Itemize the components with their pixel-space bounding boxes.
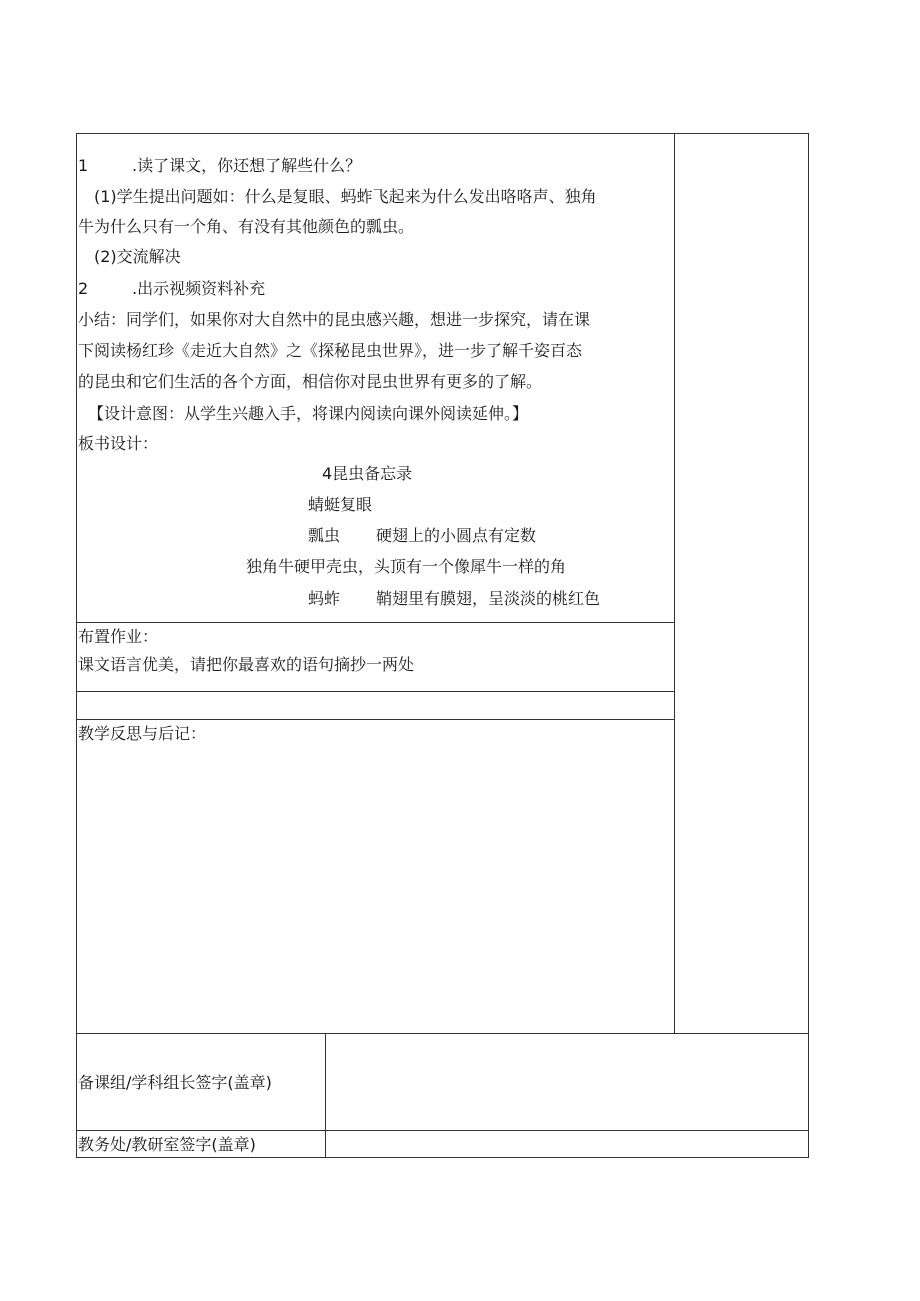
homework-label: 布置作业：: [78, 627, 159, 646]
group-leader-signature-label: 备课组/学科组长签字(盖章): [78, 1073, 272, 1092]
question-2-number: 2: [78, 279, 89, 298]
office-signature-label: 教务处/教研室签字(盖章): [78, 1135, 256, 1154]
board-row-ladybug-name: 瓢虫: [308, 526, 341, 545]
row-divider-blank-top: [76, 691, 675, 692]
signature-column-divider: [325, 1033, 326, 1158]
board-row-beetle: 独角牛硬甲壳虫，头顶有一个像犀牛一样的角: [246, 557, 567, 576]
board-title: 4昆虫备忘录: [322, 464, 413, 483]
row-divider-signatures: [76, 1033, 809, 1034]
row-divider-office: [76, 1130, 809, 1131]
question-1-text: .读了课文，你还想了解些什么？: [132, 156, 362, 175]
board-row-grasshopper-desc: 鞘翅里有膜翅，呈淡淡的桃红色: [376, 589, 601, 608]
board-design-label: 板书设计：: [78, 434, 159, 453]
question-1: [78, 156, 361, 176]
question-1-number: 1: [78, 156, 89, 175]
board-row-grasshopper-name: 蚂蚱: [308, 589, 341, 608]
homework-text: 课文语言优美，请把你最喜欢的语句摘抄一两处: [78, 655, 415, 674]
column-divider: [674, 133, 675, 1034]
design-intent: 【设计意图：从学生兴趣入手，将课内阅读向课外阅读延伸。】: [88, 404, 529, 423]
answer-1-line-1: (1)学生提出问题如：什么是复眼、蚂蚱飞起来为什么发出咯咯声、独角: [94, 187, 597, 206]
question-2-text: .出示视频资料补充: [132, 279, 266, 298]
row-divider-homework: [76, 622, 675, 623]
summary-line-3: 的昆虫和它们生活的各个方面，相信你对昆虫世界有更多的了解。: [78, 372, 543, 391]
question-2: [78, 279, 265, 299]
reflection-label: 教学反思与后记：: [78, 724, 207, 743]
answer-2: (2)交流解决: [94, 247, 181, 266]
summary-line-1: 小结：同学们，如果你对大自然中的昆虫感兴趣，想进一步探究，请在课: [78, 310, 591, 329]
answer-1-line-2: 牛为什么只有一个角、有没有其他颜色的瓢虫。: [78, 217, 415, 236]
board-row-dragonfly: 蜻蜓复眼: [308, 495, 373, 514]
board-row-ladybug-desc: 硬翅上的小圆点有定数: [376, 526, 537, 545]
summary-line-2: 下阅读杨红珍《走近大自然》之《探秘昆虫世界》，进一步了解千姿百态: [78, 341, 583, 360]
row-divider-blank-bottom: [76, 719, 675, 720]
